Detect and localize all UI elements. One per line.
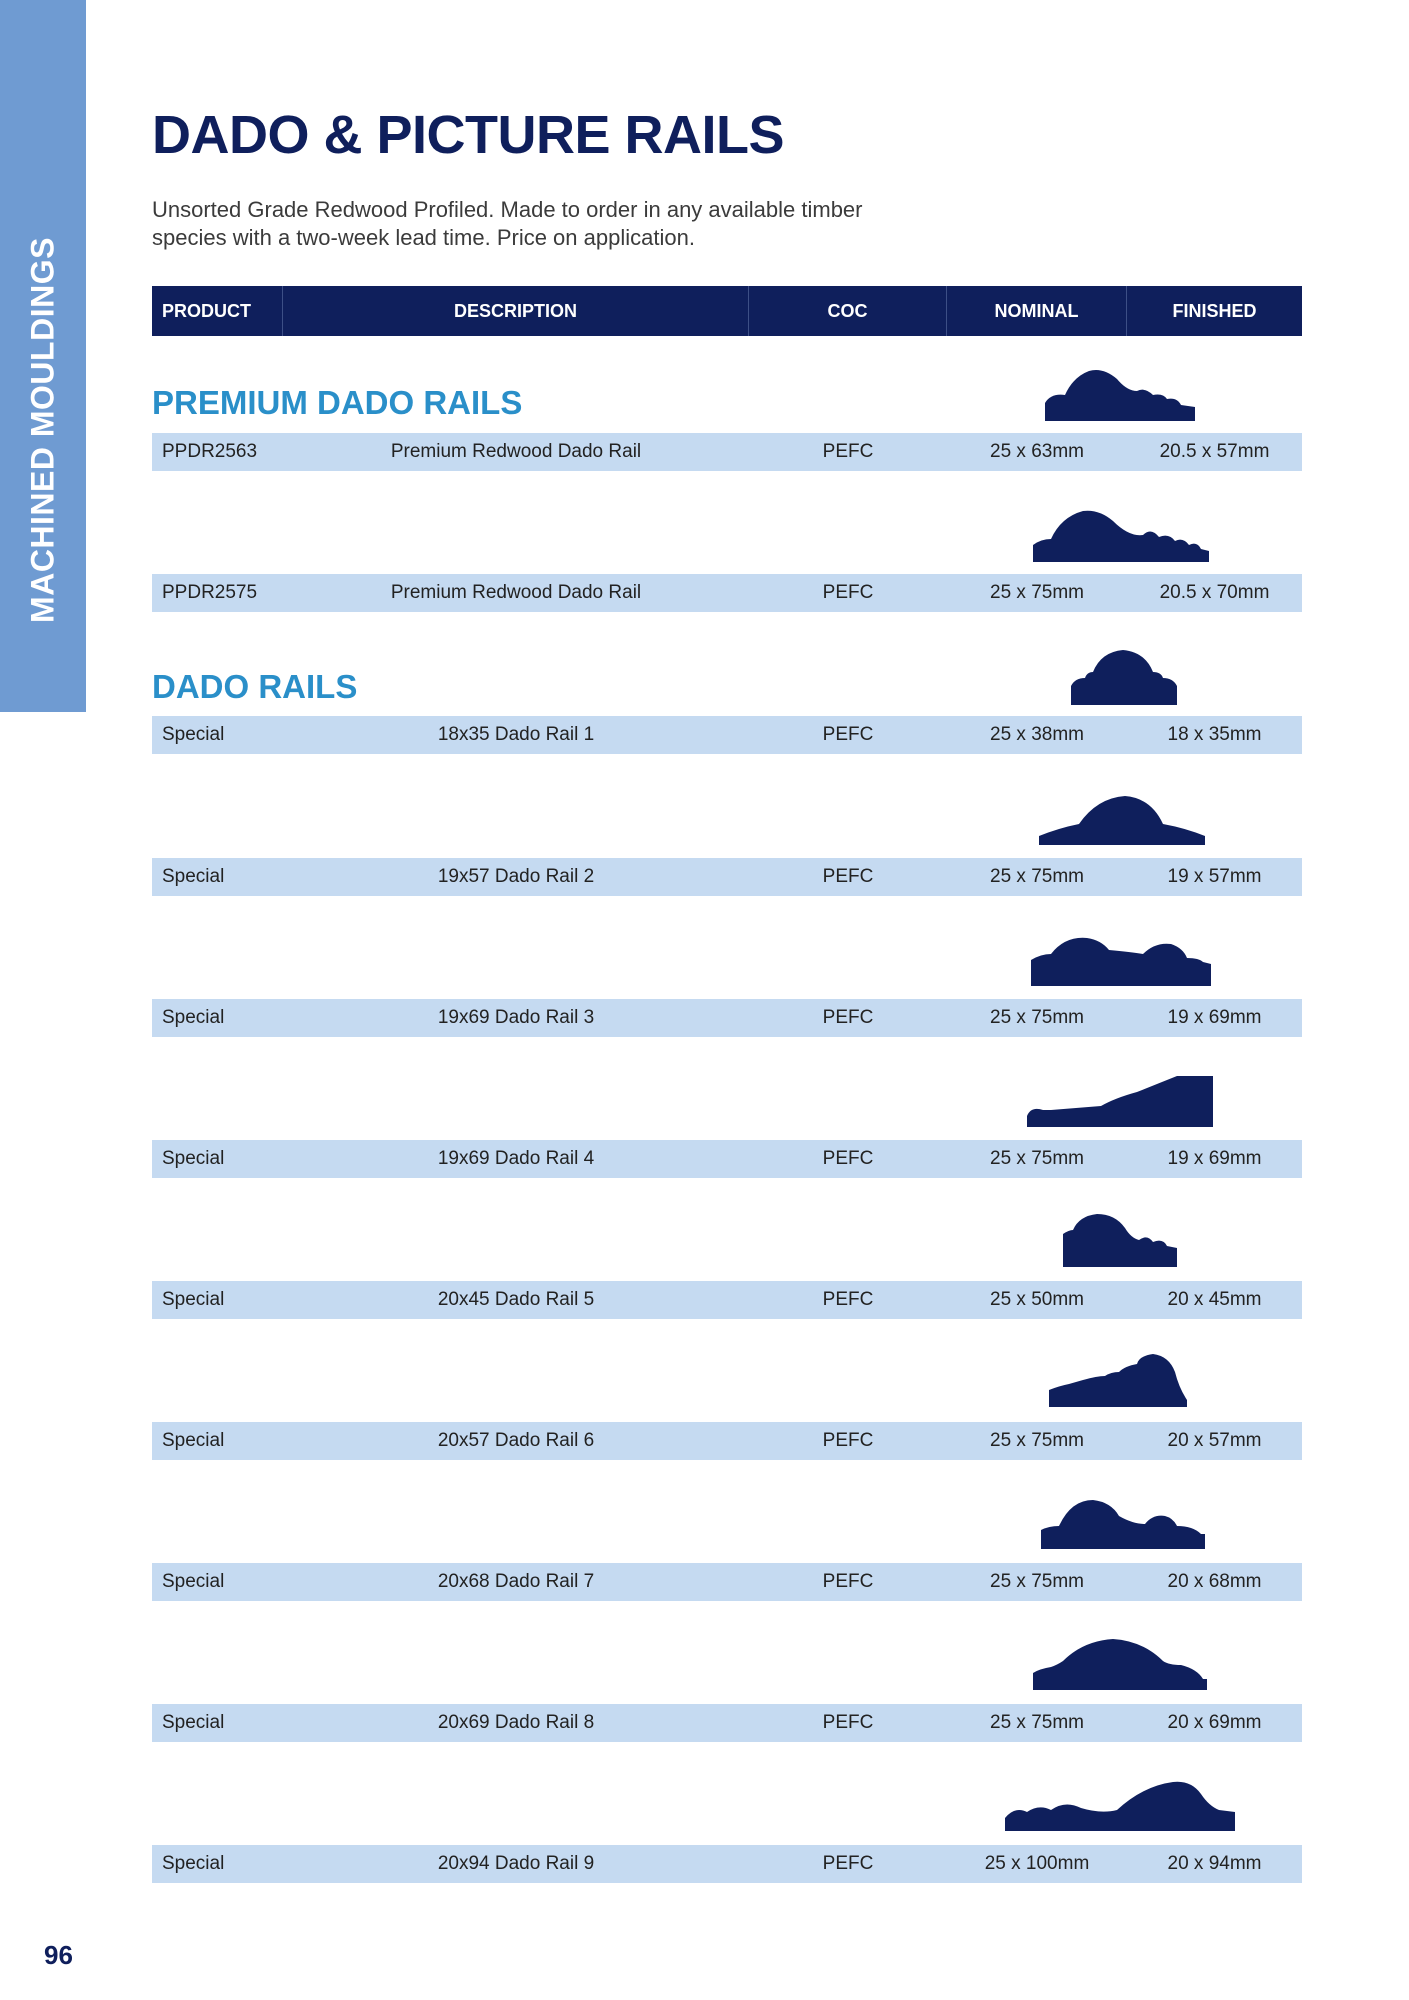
profile-dado-rail-9 [1005,1776,1235,1832]
profile-ppdr2575 [1033,505,1209,563]
table-row [152,858,1302,896]
profile-dado-rail-4 [1027,1072,1213,1128]
cell-description: 20x68 Dado Rail 7 [437,1571,595,1592]
cell-product: PPDR2563 [162,441,258,462]
header-coc: COC [749,286,947,336]
cell-finished: 20 x 69mm [1167,1712,1262,1733]
cell-nominal: 25 x 100mm [984,1853,1090,1874]
cell-nominal: 25 x 38mm [990,724,1084,745]
cell-coc: PEFC [822,1007,874,1028]
section-heading-premium: PREMIUM DADO RAILS [152,384,523,421]
cell-product: Special [162,1430,225,1451]
cell-coc: PEFC [822,582,874,603]
cell-finished: 20 x 68mm [1167,1571,1262,1592]
cell-product: Special [162,1289,225,1310]
intro-text: Unsorted Grade Redwood Profiled. Made to order in any available timber species with a two-week lead time. Price on application. [152,197,863,250]
cell-description: 20x57 Dado Rail 6 [437,1430,595,1451]
profile-dado-rail-5 [1063,1210,1177,1268]
cell-product: Special [162,866,225,887]
table-header [152,286,1302,336]
cell-description: 19x69 Dado Rail 3 [437,1007,595,1028]
side-tab [0,0,86,712]
header-description: DESCRIPTION [283,286,749,336]
cell-nominal: 25 x 63mm [990,441,1084,462]
cell-product: Special [162,1007,225,1028]
cell-finished: 20 x 45mm [1167,1289,1262,1310]
cell-coc: PEFC [822,1430,874,1451]
cell-finished: 19 x 57mm [1167,866,1262,887]
cell-coc: PEFC [822,1289,874,1310]
profile-dado-rail-7 [1041,1494,1205,1550]
cell-description: Premium Redwood Dado Rail [390,582,642,603]
table-row [152,1281,1302,1319]
profile-dado-rail-8 [1033,1635,1207,1691]
profile-dado-rail-1 [1071,648,1177,706]
cell-coc: PEFC [822,441,874,462]
cell-coc: PEFC [822,866,874,887]
table-row [152,433,1302,471]
cell-coc: PEFC [822,1148,874,1169]
cell-coc: PEFC [822,1712,874,1733]
table-row [152,1563,1302,1601]
cell-nominal: 25 x 75mm [990,866,1084,887]
cell-coc: PEFC [822,1571,874,1592]
cell-finished: 20 x 94mm [1167,1853,1262,1874]
cell-description: 20x94 Dado Rail 9 [437,1853,595,1874]
cell-nominal: 25 x 75mm [990,1430,1084,1451]
cell-coc: PEFC [822,1853,874,1874]
header-finished: FINISHED [1172,300,1257,321]
cell-finished: 19 x 69mm [1167,1148,1262,1169]
cell-nominal: 25 x 75mm [990,1712,1084,1733]
cell-finished: 18 x 35mm [1167,724,1262,745]
section-heading-dado: DADO RAILS [152,668,358,705]
table-row [152,1845,1302,1883]
cell-description: 19x69 Dado Rail 4 [437,1148,595,1169]
table-row [152,1422,1302,1460]
table-row [152,1704,1302,1742]
cell-description: 18x35 Dado Rail 1 [437,724,595,745]
table-row [152,1140,1302,1178]
cell-description: Premium Redwood Dado Rail [390,441,642,462]
cell-finished: 19 x 69mm [1167,1007,1262,1028]
profile-dado-rail-6 [1049,1352,1187,1408]
page-number: 96 [44,1940,73,1970]
page-title: DADO & PICTURE RAILS [152,105,785,165]
side-tab-label: MACHINED MOULDINGS [24,237,61,623]
cell-finished: 20.5 x 70mm [1159,582,1270,603]
profile-dado-rail-2 [1039,788,1205,846]
profile-dado-rail-3 [1031,930,1211,987]
cell-nominal: 25 x 75mm [990,1007,1084,1028]
cell-nominal: 25 x 75mm [990,582,1084,603]
cell-coc: PEFC [822,724,874,745]
cell-description: 20x69 Dado Rail 8 [437,1712,595,1733]
header-product: PRODUCT [152,286,283,336]
cell-product: Special [162,1712,225,1733]
header-nominal: NOMINAL [947,286,1127,336]
cell-description: 19x57 Dado Rail 2 [437,866,595,887]
cell-nominal: 25 x 75mm [990,1571,1084,1592]
cell-finished: 20 x 57mm [1167,1430,1262,1451]
cell-nominal: 25 x 50mm [990,1289,1084,1310]
table-row [152,574,1302,612]
profile-ppdr2563 [1045,365,1195,423]
cell-finished: 20.5 x 57mm [1159,441,1270,462]
cell-product: Special [162,1571,225,1592]
table-row [152,716,1302,754]
cell-nominal: 25 x 75mm [990,1148,1084,1169]
cell-description: 20x45 Dado Rail 5 [437,1289,595,1310]
cell-product: Special [162,1853,225,1874]
cell-product: Special [162,724,225,745]
table-row [152,999,1302,1037]
cell-product: Special [162,1148,225,1169]
cell-product: PPDR2575 [162,582,258,603]
